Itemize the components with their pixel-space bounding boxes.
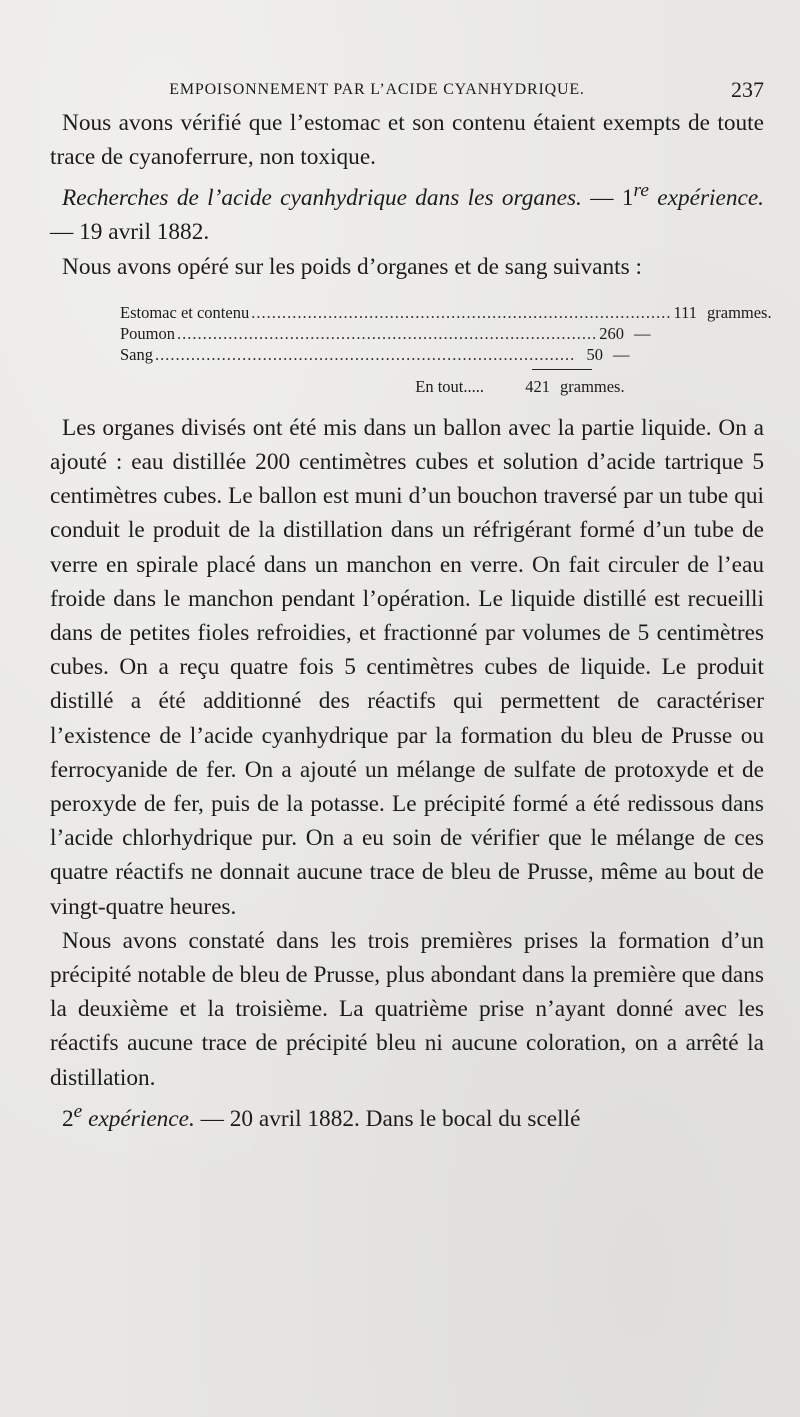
- experience-label: expérience.: [82, 1105, 195, 1132]
- weights-table: [120, 302, 772, 397]
- paragraph-1: Nous avons vérifié que l’estomac et son contenu étaient exempts de toute trace de cyanoferrure, non toxique.: [50, 110, 764, 171]
- row-label: Sang: [120, 344, 153, 364]
- running-title: EMPOISONNEMENT PAR L’ACIDE CYANHYDRIQUE.: [169, 81, 585, 98]
- leader-dots: ..................................................................................: [177, 323, 598, 343]
- row-label: Poumon: [120, 323, 176, 343]
- experience-label: expérience.: [648, 185, 764, 212]
- experience-date: — 19 avril 1882.: [50, 219, 210, 246]
- running-head: [50, 74, 764, 106]
- table-row: [120, 323, 680, 344]
- total-label: En tout.....: [415, 376, 484, 396]
- total-value: 421: [525, 376, 550, 396]
- paragraph-2: Recherches de l’acide cyanhydrique dans les organes. — 1re expérience. — 19 avril 1882.: [50, 180, 764, 246]
- row-unit: —: [634, 323, 651, 343]
- table-row: [120, 344, 680, 365]
- paragraph-5: Nous avons constaté dans les trois premières prises la formation d’un précipité notable de bleu de Prusse, plus abondant dans la première que dans la deuxième et la troisième. La quatrième prise n’ayant donné avec les réactifs aucune trace de précipité bleu ni aucune coloration, on a arrêté la distillation.: [50, 927, 764, 1091]
- paragraph-6: 2e expérience. — 20 avril 1882. Dans le bocal du scellé: [62, 1100, 581, 1132]
- leader-dots: ..................................................................................: [155, 344, 576, 364]
- experience-number: 1: [621, 185, 634, 212]
- table-total: [120, 376, 680, 397]
- paragraph-3: Nous avons opéré sur les poids d’organes et de sang suivants :: [62, 253, 642, 280]
- row-unit: —: [612, 344, 630, 364]
- row-value: 111: [673, 302, 697, 322]
- row-unit: grammes.: [707, 302, 772, 322]
- table-row: [120, 302, 772, 323]
- leader-dots: ..................................................................................: [251, 302, 672, 322]
- total-unit: grammes.: [560, 376, 625, 396]
- paragraph-6-text: — 20 avril 1882. Dans le bocal du scellé: [194, 1105, 581, 1132]
- section-heading: Recherches de l’acide cyanhydrique dans les organes.: [62, 185, 582, 212]
- row-value: 260: [599, 323, 625, 343]
- paragraph-4: Les organes divisés ont été mis dans un ballon avec la partie liquide. On a ajouté : eau distillée 200 centimètres cubes et solution d’acide tartrique 5 centimètres cubes. Le ballon est muni d’un bouchon traversé par un tube qui conduit le produit de la distillation dans un réfrigérant formé d’un tube de verre en spirale placé dans un manchon en verre. On fait circuler de l’eau froide dans le manchon pendant l’opération. Le liquide distillé est recueilli dans de petites fioles refroidies, et fractionné par volumes de 5 centimètres cubes. On a reçu quatre fois 5 centimètres cubes de liquide. Le produit distillé a été additionné des réactifs qui permettent de caractériser l’existence de l’acide cyanhydrique par la formation du bleu de Prusse ou ferrocyanide de fer. On a ajouté un mélange de sulfate de protoxyde et de peroxyde de fer, puis de la potasse. Le précipité formé a été redissous dans l’acide chlorhydrique pur. On a eu soin de vérifier que le mélange de ces quatre réactifs ne donnait aucune trace de bleu de Prusse, même au bout de vingt-quatre heures.: [50, 414, 764, 920]
- row-label: Estomac et contenu: [120, 302, 250, 322]
- page-number: 237: [731, 77, 764, 102]
- experience-number: 2: [62, 1105, 74, 1132]
- row-value: 50: [586, 344, 603, 364]
- sum-rule: [532, 369, 592, 374]
